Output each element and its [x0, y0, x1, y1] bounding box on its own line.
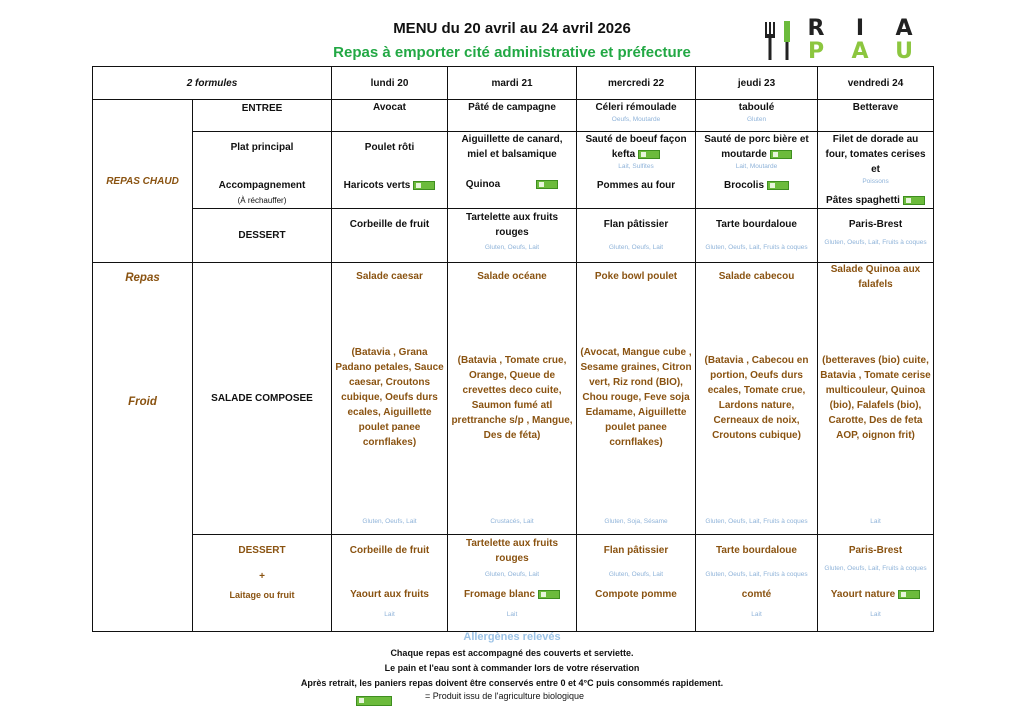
accompagnement-dish [335, 178, 444, 193]
allergen-note: Gluten, Soja, Sésame [604, 518, 668, 525]
dish-name: Paris-Brest [848, 544, 903, 556]
laitage-label: Laitage ou fruit [229, 589, 295, 600]
rechauffer-label: (À réchauffer) [237, 196, 287, 205]
dessert-froid-cell [696, 534, 818, 631]
dessert-cell [577, 209, 696, 263]
accompagnement-dish [699, 178, 814, 193]
salade-cell [448, 263, 577, 535]
plat-cell [448, 132, 577, 209]
cutlery-icon [760, 18, 800, 64]
accompagnement-text: Quinoa [465, 179, 501, 190]
dish-name: taboulé [738, 102, 775, 113]
dish-name: Aiguillette de canard, miel et balsamique [461, 134, 563, 160]
section-repas-froid [93, 263, 193, 632]
section-froid-label: Froid [128, 396, 157, 408]
salade-desc: (Batavia , Tomate crue, Orange, Queue de crevettes deco cuite, Saumon fumé atl prettranche s/p , Mangue, Des de féta) [451, 355, 573, 441]
plat-label: Plat principal [230, 142, 294, 153]
dessert-cell [332, 209, 448, 263]
salade-name: Salade caesar [356, 271, 423, 282]
allergen-note: Oeufs, Moutarde [611, 116, 661, 123]
allergen-note: Gluten, Oeufs, Lait, Fruits à coques [705, 570, 808, 578]
salade-name: Salade océane [477, 271, 547, 282]
dish-name: Corbeille de fruit [349, 544, 430, 556]
allergen-note: Lait, Moutarde [735, 163, 778, 170]
bio-legend-icon [356, 692, 392, 710]
entree-row [93, 100, 934, 132]
allergen-note: Gluten, Oeufs, Lait, Fruits à coques [824, 564, 927, 572]
salade-name: Salade Quinoa aux falafels [830, 264, 921, 290]
bio-label-icon [767, 181, 789, 190]
dessert-froid-cell [818, 534, 934, 631]
dish-name: Pâté de campagne [468, 102, 556, 113]
riapau-logo [760, 18, 920, 64]
laitage-dish: Yaourt aux fruits [350, 588, 429, 600]
row-label-salade: SALADE COMPOSEE [193, 263, 332, 535]
row-label-entree: ENTREE [193, 100, 332, 132]
dish-name [699, 132, 814, 162]
laitage-dish [818, 587, 933, 602]
logo-letter: P [807, 39, 825, 64]
entree-cell [696, 100, 818, 132]
dish-name: Flan pâtissier [603, 219, 669, 230]
bio-label-icon [538, 590, 560, 599]
row-label-dessert: DESSERT [193, 209, 332, 263]
formules-header: 2 formules [93, 67, 332, 100]
salade-cell [332, 263, 448, 535]
salade-cell [577, 263, 696, 535]
accompagnement-dish: Pommes au four [596, 180, 676, 191]
allergen-note: Lait [870, 518, 881, 525]
laitage-text: Fromage blanc [463, 588, 536, 600]
entree-cell [332, 100, 448, 132]
dessert-froid-cell [332, 534, 448, 631]
dish-name: Flan pâtissier [603, 544, 669, 556]
logo-letter: R [807, 16, 825, 41]
laitage-text: Yaourt nature [830, 588, 896, 600]
logo-wordmark [802, 18, 920, 64]
footer-line-1: Chaque repas est accompagné des couverts et serviette. [390, 648, 634, 658]
dish-name: Tartelette aux fruits rouges [465, 537, 559, 564]
dish-name: Paris-Brest [848, 219, 903, 230]
allergen-note: Gluten [746, 116, 767, 123]
allergen-note: Gluten, Oeufs, Lait, Fruits à coques [705, 244, 808, 251]
row-label-dessert-froid [193, 534, 332, 631]
allergen-note: Poissons [862, 178, 889, 185]
plat-cell [332, 132, 448, 209]
accompagnement-text: Haricots verts [343, 180, 411, 191]
salade-name: Poke bowl poulet [594, 271, 678, 282]
dessert-cell [818, 209, 934, 263]
dessert-froid-row [93, 534, 934, 631]
salade-name: Salade cabecou [718, 271, 795, 282]
dessert-chaud-row [93, 209, 934, 263]
day-header: mercredi 22 [577, 67, 696, 100]
dish-name: Corbeille de fruit [349, 219, 430, 230]
allergen-note: Lait [506, 610, 518, 618]
bio-label-icon [903, 196, 925, 205]
dish-name: Tartelette aux fruits rouges [465, 212, 559, 238]
bio-legend-text: = Produit issu de l'agriculture biologique [425, 691, 585, 701]
row-label-plat [193, 132, 332, 209]
logo-letter: A [895, 16, 913, 41]
plat-text: Sauté de porc bière et moutarde [704, 134, 809, 160]
plat-cell [577, 132, 696, 209]
dish-name [580, 132, 692, 162]
section-repas-label: Repas [125, 272, 160, 284]
plat-cell [818, 132, 934, 209]
bio-label-icon [770, 150, 792, 159]
plat-cell [696, 132, 818, 209]
entree-cell [577, 100, 696, 132]
allergen-note: Lait [384, 610, 395, 618]
allergen-note: Crustacés, Lait [490, 518, 534, 525]
dish-name: Filet de dorade au four, tomates cerises et [825, 134, 926, 175]
laitage-dish: comté [741, 588, 772, 600]
day-header: vendredi 24 [818, 67, 934, 100]
allergen-note: Gluten, Oeufs, Lait [608, 244, 664, 251]
bio-label-icon [413, 181, 435, 190]
dessert-cell [448, 209, 577, 263]
day-header: lundi 20 [332, 67, 448, 100]
dish-name: Tarte bourdaloue [716, 219, 797, 230]
salade-desc: (betteraves (bio) cuite, Batavia , Tomate cerise multicouleur, Quinoa (bio), Falafels (bio), Carotte, Des de feta AOP, oignon frit) [820, 355, 931, 441]
salade-cell [818, 263, 934, 535]
allergen-note: Gluten, Oeufs, Lait, Fruits à coques [705, 518, 808, 525]
salade-cell [696, 263, 818, 535]
plus-label: + [259, 570, 265, 582]
accompagnement-text: Brocolis [724, 180, 765, 191]
logo-letter: A [851, 39, 869, 64]
allergen-note: Gluten, Oeufs, Lait [608, 570, 664, 578]
bio-label-icon [898, 590, 920, 599]
allergen-note: Lait [751, 610, 762, 618]
allergen-note: Gluten, Oeufs, Lait [484, 570, 540, 578]
dish-name: Betterave [852, 102, 899, 113]
salade-desc: (Batavia , Grana Padano petales, Sauce caesar, Croutons cubique, Oeufs durs ecales, Aiguillette poulet panee cornflakes) [335, 347, 444, 448]
dish-name: Avocat [373, 102, 406, 113]
bio-label-icon [536, 180, 558, 189]
allergen-note: Lait [870, 610, 881, 618]
logo-letter: I [855, 16, 865, 41]
footer-line-2: Le pain et l'eau sont à commander lors de votre réservation [384, 663, 640, 673]
plat-text: Sauté de boeuf façon kefta [585, 134, 687, 160]
dessert-froid-label: DESSERT [238, 544, 286, 556]
allergen-note: Gluten, Oeufs, Lait, Fruits à coques [824, 239, 927, 246]
day-header: jeudi 23 [696, 67, 818, 100]
plat-row [93, 132, 934, 209]
allergen-note: Gluten, Oeufs, Lait [484, 244, 540, 251]
section-repas-chaud: REPAS CHAUD [93, 100, 193, 263]
dish-name: Tarte bourdaloue [716, 544, 797, 556]
salade-desc: (Batavia , Cabecou en portion, Oeufs durs ecales, Tomate crue, Lardons nature, Cerneaux de noix, Croutons cubique) [704, 355, 809, 441]
salade-row [93, 263, 934, 535]
dish-name: Céleri rémoulade [595, 102, 677, 113]
bio-label-icon [638, 150, 660, 159]
salade-desc: (Avocat, Mangue cube , Sesame graines, Citron vert, Riz rond (BIO), Chou rouge, Feve soja Edamame, Aiguillette poulet panee cornflakes) [580, 347, 692, 448]
allergen-note: Lait, Sulfites [618, 163, 654, 170]
accompagnement-dish [821, 193, 930, 208]
entree-cell [448, 100, 577, 132]
allergens-title: Allergènes relevés [463, 631, 561, 643]
laitage-dish: Compote pomme [595, 588, 677, 600]
dessert-froid-cell [577, 534, 696, 631]
header-row [93, 67, 934, 100]
dish-name: Poulet rôti [364, 142, 415, 153]
menu-subtitle: Repas à emporter cité administrative et préfecture [333, 44, 691, 61]
accompagnement-label: Accompagnement [218, 180, 306, 191]
entree-cell [818, 100, 934, 132]
logo-letter: U [895, 39, 913, 64]
accompagnement-dish [451, 177, 573, 192]
menu-table [92, 66, 934, 632]
allergen-note: Gluten, Oeufs, Lait [362, 518, 417, 525]
day-header: mardi 21 [448, 67, 577, 100]
footer-line-3: Après retrait, les paniers repas doivent être conservés entre 0 et 4°C puis consommés rapidement. [300, 678, 724, 688]
accompagnement-text: Pâtes spaghetti [826, 195, 900, 206]
laitage-dish [448, 587, 576, 602]
dessert-cell [696, 209, 818, 263]
menu-title: MENU du 20 avril au 24 avril 2026 [393, 20, 631, 37]
dessert-froid-cell [448, 534, 577, 631]
